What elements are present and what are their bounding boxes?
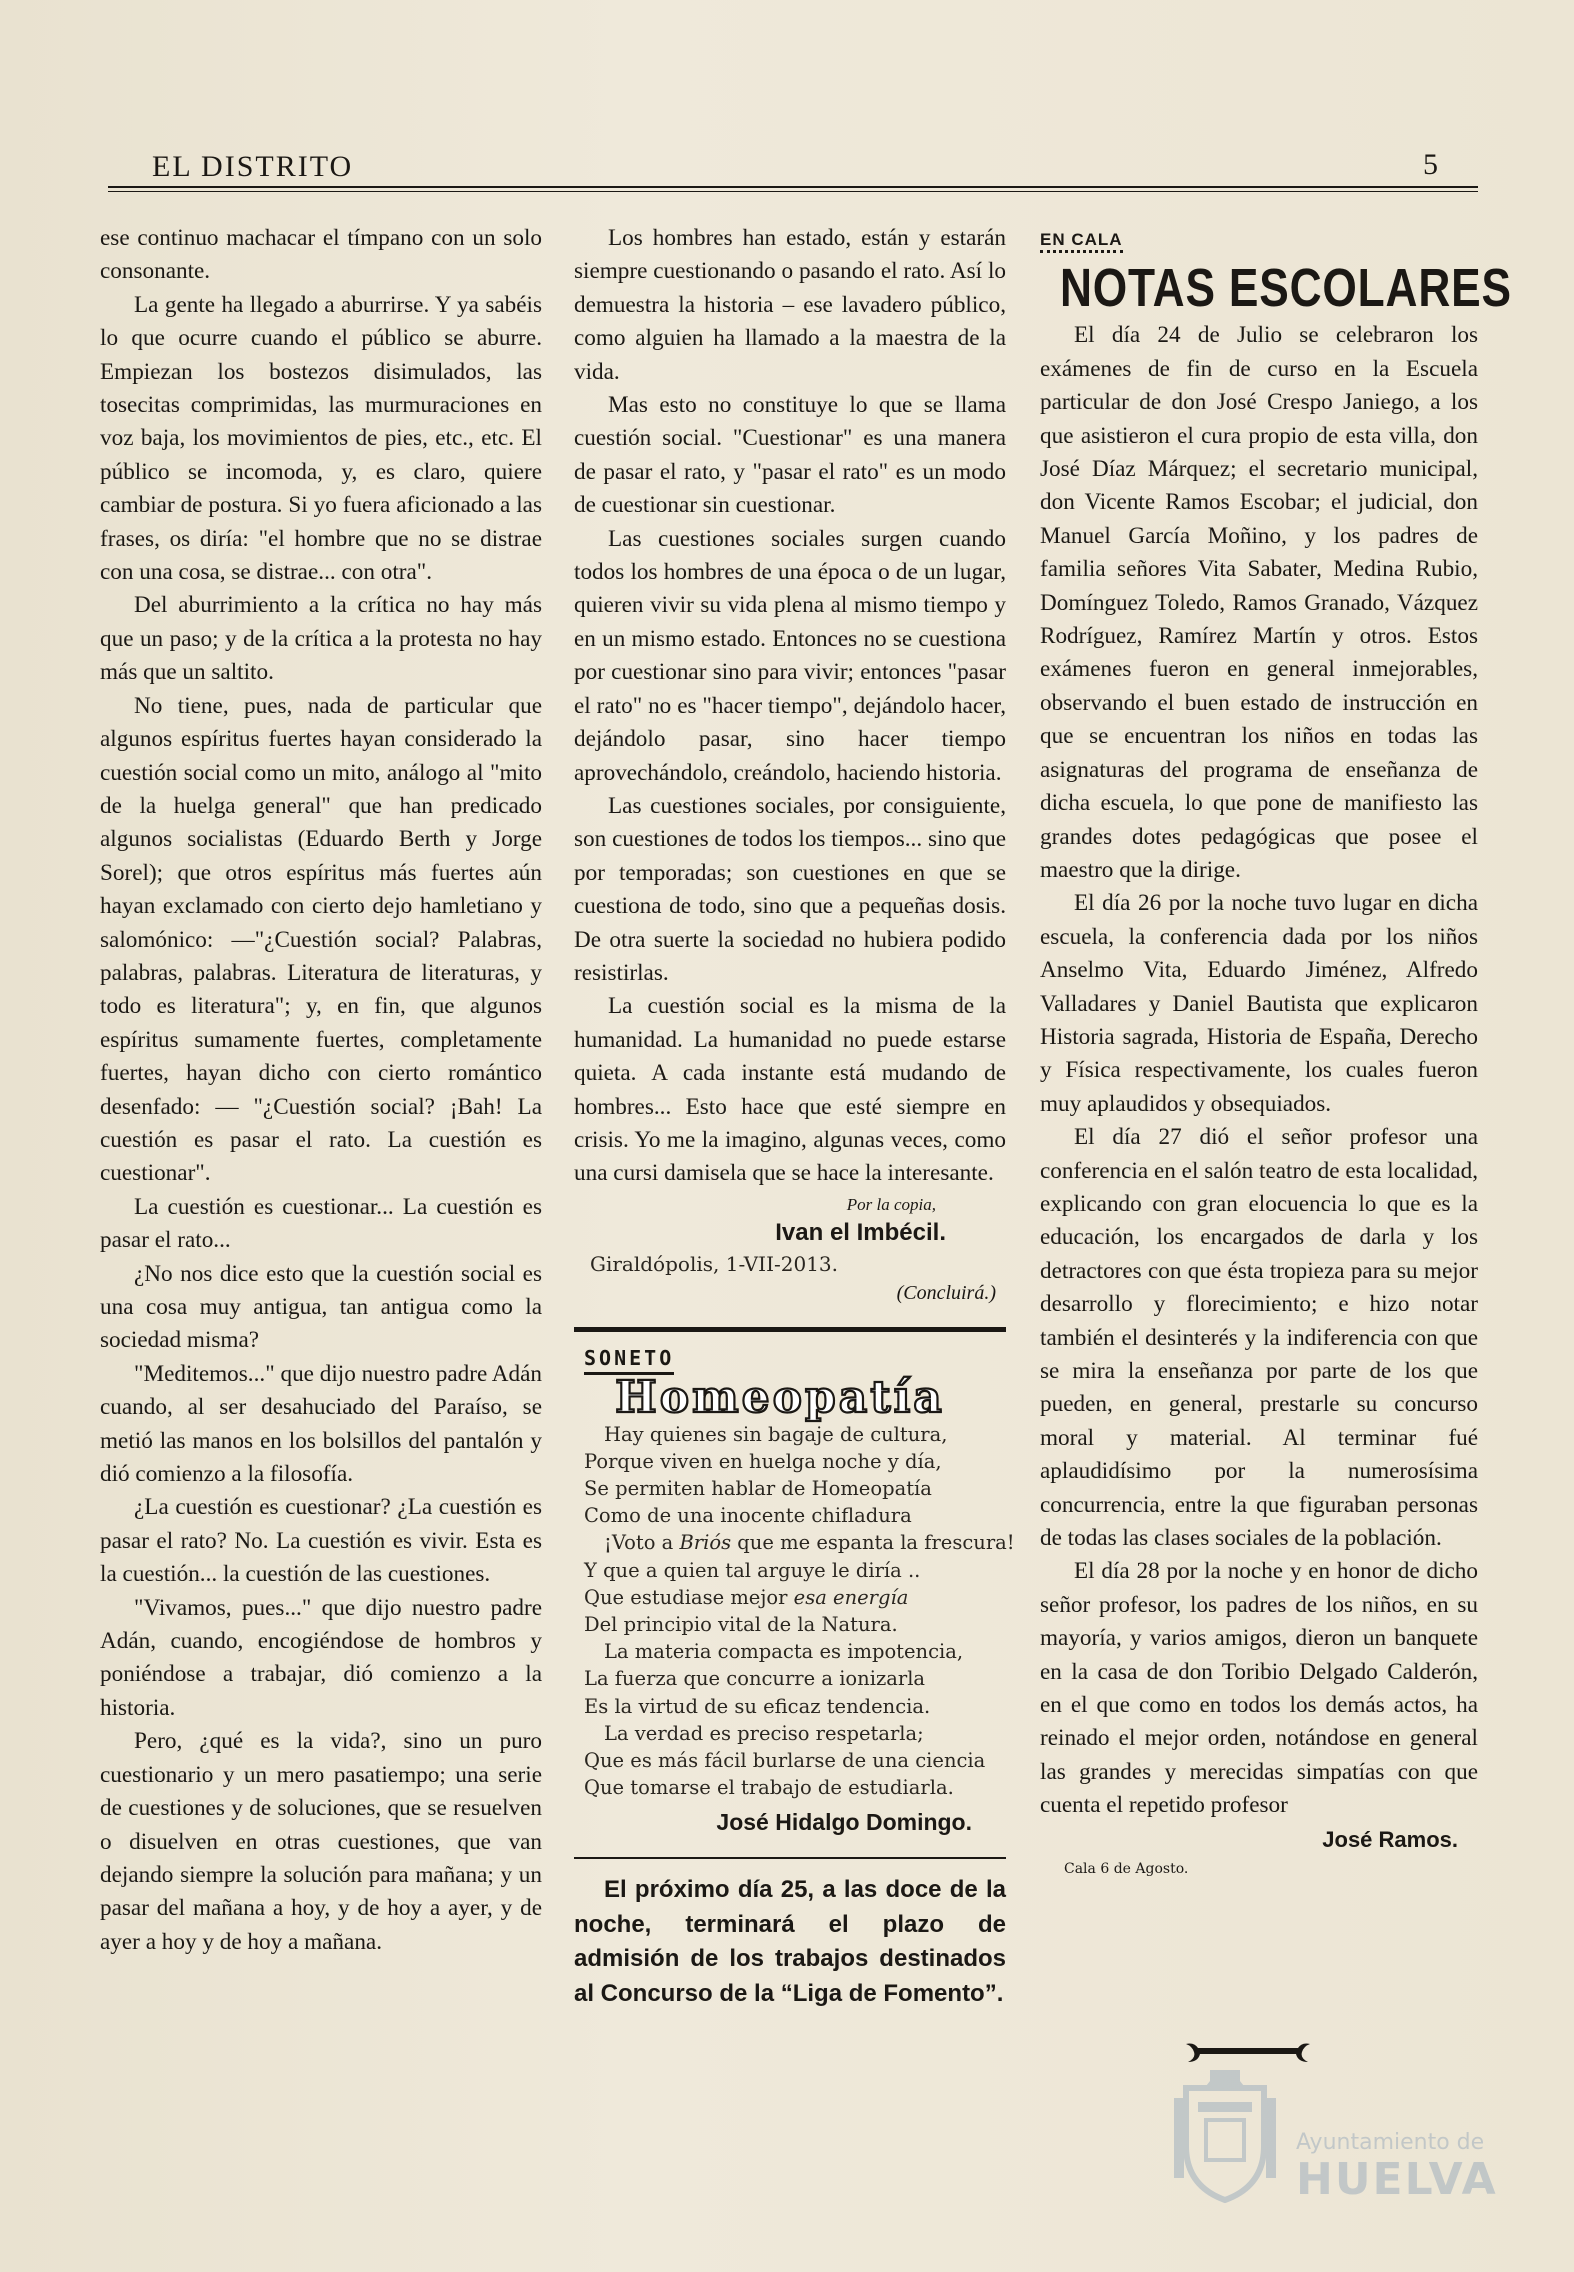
poem-line: Como de una inocente chifladura bbox=[584, 1504, 912, 1528]
notice-text: El próximo día 25, a las doce de la noche, terminará el plazo de admisión de los trabajos destinados al Concurso de la “Liga de Fomento”. bbox=[574, 1876, 1006, 2007]
poem-line: Hay quienes sin bagaje de cultura, bbox=[604, 1422, 948, 1446]
section-kicker: EN CALA bbox=[1040, 230, 1123, 253]
to-be-continued: (Concluirá.) bbox=[896, 1281, 996, 1304]
poem-fragment: Briós bbox=[679, 1531, 732, 1555]
column-1-article bbox=[100, 222, 542, 1959]
poem-line: Se permiten hablar de Homeopatía bbox=[584, 1477, 932, 1500]
poem-line: Que es más fácil burlarse de una ciencia bbox=[584, 1749, 986, 1773]
column-3-notas-escolares bbox=[1040, 222, 1512, 1881]
paragraph: ¿La cuestión es cuestionar? ¿La cuestión es pasar el rato? No. La cuestión es vivir. Esta es la cuestión... la cuestión de las cuestiones. bbox=[100, 1494, 542, 1588]
paragraph: La cuestión social es la misma de la humanidad. La humanidad no puede estarse quieta. A cada instante está mudando de hombres... Esto hace que esté siempre en crisis. Yo me la imagino, algunas veces, como una cursi damisela que se hace la interesante. bbox=[574, 993, 1006, 1187]
paragraph: Las cuestiones sociales, por consiguiente, son cuestiones de todos los tiempos... sino que por temporadas; son cuestiones en que se cuestiona de todo, sino que a pequeñas dosis. De otra suerte la sociedad no hubiera podido resistirlas. bbox=[574, 792, 1006, 986]
section-divider bbox=[574, 1857, 1006, 1859]
coat-of-arms-icon bbox=[1166, 2068, 1284, 2204]
paragraph: ¿No nos dice esto que la cuestión social es una cosa muy antigua, tan antigua como la sociedad misma? bbox=[100, 1260, 542, 1354]
sonnet-tag: SONETO bbox=[584, 1346, 674, 1375]
article-dateline: Giraldópolis, 1-VII-2013. bbox=[590, 1251, 838, 1276]
poem-line: La verdad es preciso respetarla; bbox=[604, 1721, 924, 1745]
poem-line: Que tomarse el trabajo de estudiarla. bbox=[584, 1776, 954, 1800]
newspaper-title: EL DISTRITO bbox=[152, 150, 354, 183]
paragraph: El día 28 por la noche y en honor de dicho señor profesor, los padres de los niños, en su mayoría, y varios amigos, dieron un banquete en la casa de don Toribio Delgado Calderón, en el que como en todos los demás actos, ha reinado el mejor orden, notándose en general las grandes y merecidas simpatías con que cuenta el repetido profesor bbox=[1040, 1558, 1478, 1819]
poem-line bbox=[574, 1584, 1006, 1611]
contest-notice bbox=[574, 1873, 1006, 2011]
poem-fragment: ¡Voto a bbox=[604, 1531, 680, 1555]
poem-line: La materia compacta es impotencia, bbox=[604, 1640, 964, 1664]
report-signature: José Ramos. bbox=[1322, 1826, 1458, 1852]
paragraph: El día 26 por la noche tuvo lugar en dicha escuela, la conferencia dada por los niños Anselmo Vita, Eduardo Jiménez, Alfredo Valladares y Daniel Bautista que explicaron Historia sagrada, Historia de España, Derecho y Física respectivamente, los cuales fueron muy aplaudidos y obsequiados. bbox=[1040, 890, 1478, 1117]
poem-fragment: esa energía bbox=[793, 1585, 909, 1609]
paragraph: Los hombres han estado, están y estarán siempre cuestionando o pasando el rato. Así lo demuestra la historia – ese lavadero público, como alguien ha llamado a la maestra de la vida. bbox=[574, 225, 1006, 385]
poem-fragment: Que estudiase mejor bbox=[584, 1585, 794, 1609]
poem-author: José Hidalgo Domingo. bbox=[716, 1809, 972, 1836]
paragraph: ese continuo machacar el tímpano con un solo consonante. bbox=[100, 225, 542, 285]
poem-line bbox=[574, 1529, 1015, 1556]
archive-watermark bbox=[1166, 2062, 1506, 2212]
sonnet-section bbox=[574, 1332, 1015, 1840]
poem-line: Porque viven en huelga noche y día, bbox=[584, 1449, 942, 1473]
paragraph: Las cuestiones sociales surgen cuando todos los hombres de una época o de un lugar, quieren vivir su vida plena al mismo tiempo y en un mismo estado. Entonces no se cuestiona por cuestionar sino para vivir; entonces "pasar el rato" no es "hacer tiempo", dejándolo hacer, dejándolo pasar, sino hacer tiempo aprovechándolo, creándolo, haciendo historia. bbox=[574, 525, 1006, 786]
watermark-line-2: HUELVA bbox=[1296, 2154, 1498, 2205]
paragraph: La gente ha llegado a aburrirse. Y ya sabéis lo que ocurre cuando el público se aburre. Empiezan los bostezos disimulados, las tosecitas comprimidas, las murmuraciones en voz baja, los movimientos de pies, etc., etc. El público se incomoda, y, es claro, quiere cambiar de postura. Si yo fuera aficionado a las frases, os diría: "el hombre que no se distrae con una cosa, se distrae... con otra". bbox=[100, 291, 542, 586]
header-rule-thin bbox=[108, 191, 1478, 192]
paragraph: Del aburrimiento a la crítica no hay más que un paso; y de la crítica a la protesta no hay más que un saltito. bbox=[100, 592, 542, 686]
page-number: 5 bbox=[1423, 148, 1438, 181]
header-rule bbox=[108, 186, 1478, 188]
poem-body bbox=[574, 1421, 1015, 1802]
paragraph: La cuestión es cuestionar... La cuestión es pasar el rato... bbox=[100, 1193, 542, 1254]
report-dateline: Cala 6 de Agosto. bbox=[1064, 1860, 1189, 1877]
paragraph: El día 27 dió el señor profesor una conferencia en el salón teatro de esta localidad, explicando con gran elocuencia lo que es la educación, los encargados de darla y los detractores con que ésta tropieza para su mejor desarrollo y florecimiento; e hizo notar también el desinterés y la indiferencia con que se mira la enseñanza por parte de los que pueden, en general, prestarle su concurso moral y material. Al terminar fué aplaudidísimo por la numerosísima concurrencia, entre la que figuraban personas de todas las clases sociales de la población. bbox=[1040, 1124, 1478, 1552]
page-header bbox=[108, 150, 1478, 186]
paragraph: "Vivamos, pues..." que dijo nuestro padre Adán, cuando, encogiéndose de hombros y poniéndose a trabajar, dió comienzo a la historia. bbox=[100, 1594, 542, 1721]
column-2 bbox=[574, 222, 1015, 2011]
article-signature: Ivan el Imbécil. bbox=[775, 1218, 946, 1246]
paragraph: Pero, ¿qué es la vida?, sino un puro cuestionario y un mero pasatiempo; una serie de cuestiones y de soluciones, que se resuelven o disuelven en otras cuestiones, que van dejando siempre la solución para mañana; y un pasar del mañana a hoy, y de hoy a ayer, y de ayer a hoy y de hoy a mañana. bbox=[100, 1728, 542, 1955]
poem-line: Es la virtud de su eficaz tendencia. bbox=[584, 1694, 931, 1718]
paragraph: No tiene, pues, nada de particular que algunos espíritus fuertes hayan considerado la cuestión social como un mito, análogo al "mito de la huelga general" que han predicado algunos socialistas (Eduardo Berth y Jorge Sorel); que otros espíritus más fuertes aún hayan exclamado con cierto dejo hamletiano y salomónico: —"¿Cuestión social? Palabras, palabras, palabras. Literatura de literaturas, y todo es literatura"; y, en fin, que algunos espíritus sumamente fuertes, completamente fuertes, hayan dicho con cierto romántico desenfado: — "¿Cuestión social? ¡Bah! La cuestión es pasar el rato. La cuestión es cuestionar". bbox=[100, 692, 542, 1187]
poem-fragment: que me espanta la frescura! bbox=[731, 1531, 1015, 1555]
watermark-line-1: Ayuntamiento de bbox=[1296, 2130, 1485, 2155]
section-title: NOTAS ESCOLARES bbox=[1060, 258, 1512, 319]
poem-line: La fuerza que concurre a ionizarla bbox=[584, 1667, 926, 1691]
poem-line: Del principio vital de la Natura. bbox=[584, 1613, 898, 1637]
poem-line: Y que a quien tal arguye le diría .. bbox=[584, 1558, 921, 1582]
paragraph: "Meditemos..." que dijo nuestro padre Adán cuando, al ser desahuciado del Paraíso, se metió las manos en los bolsillos del pantalón y dió comienzo a la filosofía. bbox=[100, 1360, 542, 1488]
poem-title: Homeopatía bbox=[615, 1372, 945, 1424]
paragraph: El día 24 de Julio se celebraron los exámenes de fin de curso en la Escuela particular de don José Crespo Janiego, a los que asistieron el cura propio de esta villa, don José Díaz Márquez; el secretario municipal, don Vicente Ramos Escobar; el judicial, don Manuel García Moñino, y los padres de familia señores Vita Sabater, Medina Rubio, Domínguez Toledo, Ramos Granado, Vázquez Rodríguez, Ramírez Martín y otros. Estos exámenes fueron en general inmejorables, observando el buen estado de instrucción en que se encuentran los niños en todas las asignaturas del programa de enseñanza de dicha escuela, lo que pone de manifiesto las grandes dotes pedagógicas que posee el maestro que la dirige. bbox=[1040, 322, 1478, 883]
paragraph: Mas esto no constituye lo que se llama cuestión social. "Cuestionar" es una manera de pasar el rato, y "pasar el rato" es un modo de cuestionar sin cuestionar. bbox=[574, 392, 1006, 519]
copy-note: Por la copia, bbox=[846, 1194, 936, 1214]
